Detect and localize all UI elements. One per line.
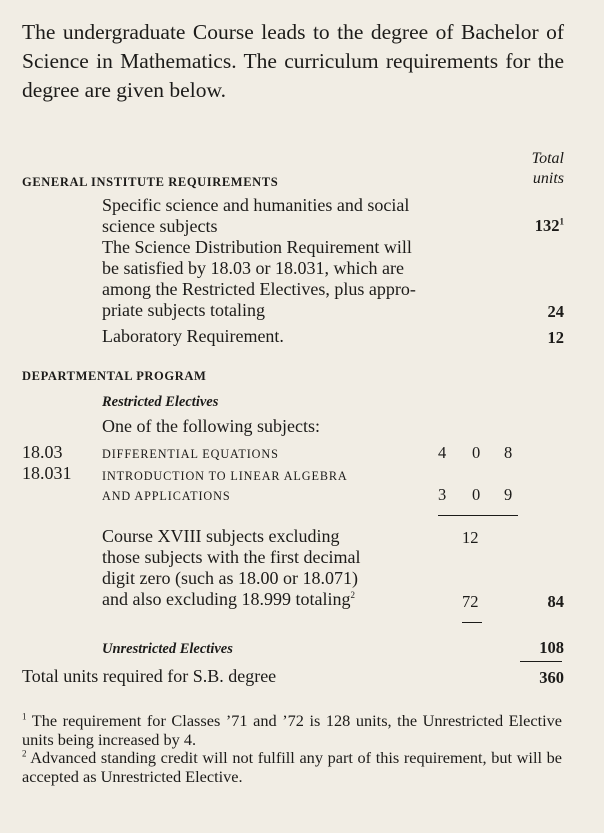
total-header-line1: Total [531, 150, 564, 167]
general-item2-line2: be satisfied by 18.03 or 18.031, which are [102, 258, 404, 278]
general-item3-units: 12 [547, 328, 564, 347]
footnote-ref-1: 1 [559, 216, 564, 227]
footnotes [22, 712, 562, 786]
general-item3-text: Laboratory Requirement. [102, 326, 284, 346]
restricted-heading: Restricted Electives [102, 394, 219, 410]
sum-rule [520, 661, 562, 662]
total-units: 360 [539, 668, 564, 687]
course18-total: 84 [547, 592, 564, 611]
subject-name: INTRODUCTION TO LINEAR ALGEBRA [102, 469, 348, 483]
subject-hours-prep: 8 [504, 443, 513, 462]
general-item2-line1: The Science Distribution Requirement will [102, 237, 412, 257]
general-item2-line3: among the Restricted Electives, plus appro- [102, 279, 416, 299]
subject-hours-lab: 0 [472, 485, 481, 504]
departmental-heading: DEPARTMENTAL PROGRAM [22, 369, 207, 383]
course18-line3: digit zero (such as 18.00 or 18.071) [102, 568, 358, 588]
footnote-2: $^2$ Advanced standing credit will not fulfill any part of this requirement, but will be accepted as Unrestricted Elective. [22, 748, 562, 786]
general-heading: GENERAL INSTITUTE REQUIREMENTS [22, 175, 279, 189]
subject-name: DIFFERENTIAL EQUATIONS [102, 447, 279, 461]
course18-line1: Course XVIII subjects excluding [102, 526, 340, 546]
subject-hours-prep: 9 [504, 485, 513, 504]
subject-hours-lecture: 4 [438, 443, 447, 462]
hours-rule [438, 515, 518, 516]
course18-line2: those subjects with the first decimal [102, 547, 361, 567]
units-rule [462, 622, 482, 623]
total-header-line2: units [532, 170, 564, 187]
general-item1-line2: science subjects [102, 216, 218, 236]
general-item1-line1: Specific science and humanities and social [102, 195, 410, 215]
footnote-1: $^1$ The requirement for Classes ’71 and ’72 is 128 units, the Unrestricted Elective units being increased by 4. [22, 711, 563, 749]
course18-units-b: 72 [462, 592, 479, 611]
one-of-text: One of the following subjects: [102, 416, 320, 436]
unrestricted-label: Unrestricted Electives [102, 641, 233, 657]
course18-units-a: 12 [462, 528, 479, 547]
subject-name-cont: AND APPLICATIONS [102, 489, 231, 503]
subject-hours-lab: 0 [472, 443, 481, 462]
subject-number: 18.03 [22, 442, 63, 462]
general-item2-units: 24 [547, 302, 564, 321]
general-item2-line4: priate subjects totaling [102, 300, 265, 320]
intro-paragraph: The undergraduate Course leads to the degree of Bachelor of Science in Mathematics. The curriculum requirements for the degree are given below. [22, 20, 564, 102]
subject-hours-lecture: 3 [438, 485, 447, 504]
unrestricted-units: 108 [539, 638, 564, 657]
total-label: Total units required for S.B. degree [22, 666, 277, 686]
footnote-ref-2: 2 [350, 590, 355, 600]
subject-number: 18.031 [22, 463, 72, 483]
course18-line4: and also excluding 18.999 totaling$^2$ [102, 589, 355, 609]
general-item1-units: $132^1$ [534, 216, 564, 235]
